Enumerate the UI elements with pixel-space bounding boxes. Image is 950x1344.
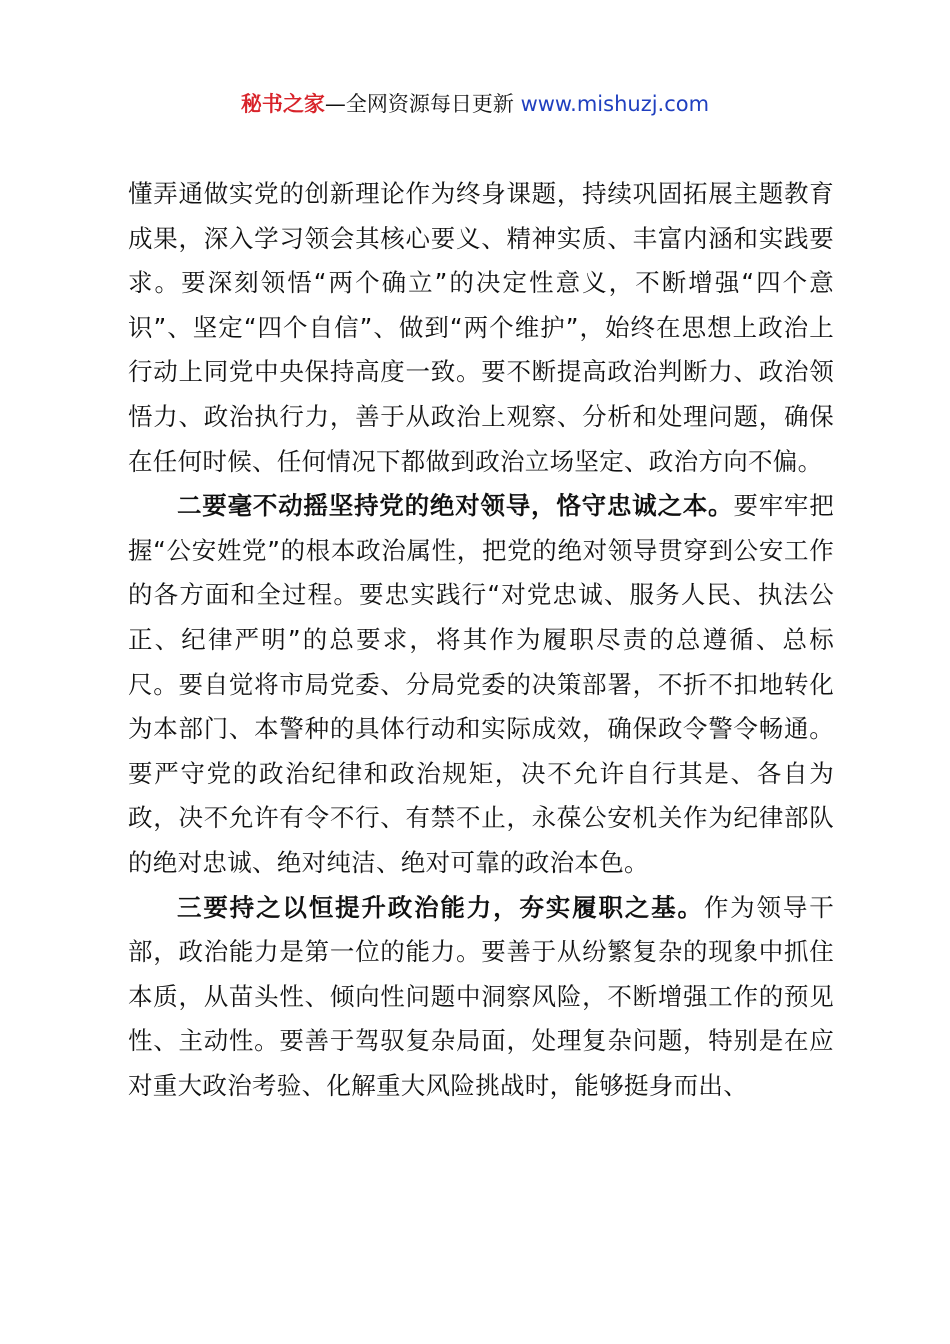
site-header	[0, 88, 950, 120]
paragraph-3-body: 作为领导干部，政治能力是第一位的能力。要善于从纷繁复杂的现象中抓住本质，从苗头性、倾向性问题中洞察风险，不断增强工作的预见性、主动性。要善于驾驭复杂局面，处理复杂问题，特别是在应对重大政治考验、化解重大风险挑战时，能够挺身而出、	[128, 892, 835, 1100]
paragraph-3	[128, 886, 834, 1109]
paragraph-3-heading: 三要持之以恒提升政治能力，夯实履职之基。	[177, 892, 704, 922]
paragraph-1-body: 懂弄通做实党的创新理论作为终身课题，持续巩固拓展主题教育成果，深入学习领会其核心要义、精神实质、丰富内涵和实践要求。要深刻领悟“两个确立”的决定性意义，不断增强“四个意识”、坚定“四个自信”、做到“两个维护”，始终在思想上政治上行动上同党中央保持高度一致。要不断提高政治判断力、政治领悟力、政治执行力，善于从政治上观察、分析和处理问题，确保在任何时候、任何情况下都做到政治立场坚定、政治方向不偏。	[128, 179, 834, 476]
document-body	[128, 172, 834, 1108]
paragraph-1	[128, 172, 834, 484]
site-tagline: —全网资源每日更新	[324, 92, 521, 116]
site-brand: 秘书之家	[240, 92, 325, 116]
paragraph-2	[128, 484, 834, 885]
paragraph-2-heading: 二要毫不动摇坚持党的绝对领导，恪守忠诚之本。	[177, 491, 734, 521]
paragraph-2-body: 要牢牢把握“公安姓党”的根本政治属性，把党的绝对领导贯穿到公安工作的各方面和全过程。要忠实践行“对党忠诚、服务人民、执法公正、纪律严明”的总要求，将其作为履职尽责的总遵循、总标尺。要自觉将市局党委、分局党委的决策部署，不折不扣地转化为本部门、本警种的具体行动和实际成效，确保政令警令畅通。要严守党的政治纪律和政治规矩，决不允许自行其是、各自为政，决不允许有令不行、有禁不止，永葆公安机关作为纪律部队的绝对忠诚、绝对纯洁、绝对可靠的政治本色。	[128, 491, 834, 877]
site-url-link[interactable]: www.mishuzj.com	[520, 92, 710, 116]
